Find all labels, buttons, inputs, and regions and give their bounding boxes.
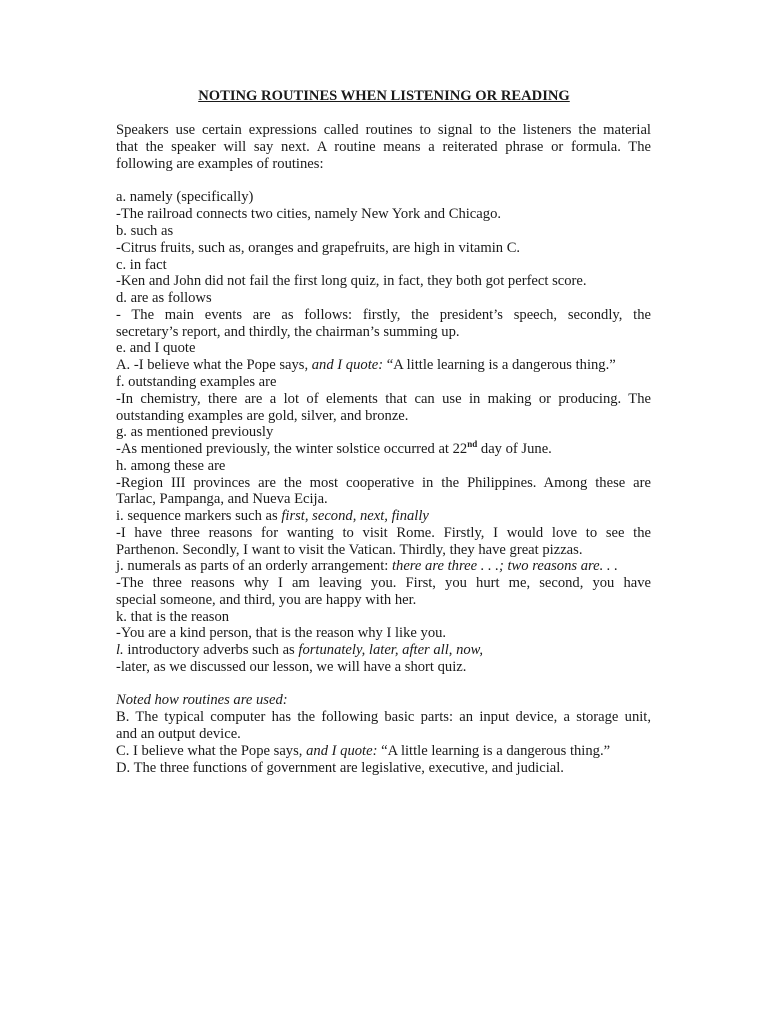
noted-b-line-2: and an output device. bbox=[116, 726, 241, 742]
item-k-heading: k. that is the reason bbox=[116, 609, 230, 625]
item-k-example: -You are a kind person, that is the reason why I like you. bbox=[116, 625, 447, 641]
item-i-heading-italic: first, second, next, finally bbox=[281, 508, 429, 524]
document-title: NOTING ROUTINES WHEN LISTENING OR READING bbox=[198, 88, 570, 104]
item-f-example-line-1: -In chemistry, there are a lot of elements that can use in making or producing. The bbox=[116, 391, 651, 407]
item-d-example-line-2: secretary’s report, and thirdly, the chairman’s summing up. bbox=[116, 324, 460, 340]
item-j-heading-text: j. numerals as parts of an orderly arrangement: bbox=[116, 558, 392, 574]
intro-line-2: that the speaker will say next. A routine means a reiterated phrase or formula. The bbox=[116, 139, 651, 155]
noted-c bbox=[116, 743, 651, 760]
item-i-example-line-2: Parthenon. Secondly, I want to visit the Vatican. Thirdly, they have great pizzas. bbox=[116, 542, 583, 558]
item-d-example-line-1: - The main events are as follows: firstly, the president’s speech, secondly, the bbox=[116, 307, 651, 323]
item-b-example: -Citrus fruits, such as, oranges and grapefruits, are high in vitamin C. bbox=[116, 240, 521, 256]
item-g-heading: g. as mentioned previously bbox=[116, 424, 274, 440]
noted-c-italic: and I quote: bbox=[306, 743, 378, 759]
noted-c-quote: “A little learning is a dangerous thing.” bbox=[377, 743, 611, 759]
item-e-example-text: A. -I believe what the Pope says, bbox=[116, 357, 312, 373]
item-a-example: -The railroad connects two cities, namely New York and Chicago. bbox=[116, 206, 502, 222]
item-h-heading: h. among these are bbox=[116, 458, 226, 474]
item-c-heading: c. in fact bbox=[116, 257, 167, 273]
noted-c-text: C. I believe what the Pope says, bbox=[116, 743, 307, 759]
intro-line-3: following are examples of routines: bbox=[116, 156, 324, 172]
item-g-example-superscript: nd bbox=[467, 439, 478, 450]
item-j-example-line-1: -The three reasons why I am leaving you. First, you hurt me, second, you have bbox=[116, 575, 651, 591]
item-h-example-line-1: -Region III provinces are the most cooperative in the Philippines. Among these are bbox=[116, 475, 651, 491]
item-h-example-line-2: Tarlac, Pampanga, and Nueva Ecija. bbox=[116, 491, 328, 507]
item-l-example: -later, as we discussed our lesson, we will have a short quiz. bbox=[116, 659, 467, 675]
item-g-example-text: -As mentioned previously, the winter solstice occurred at 22 bbox=[116, 441, 468, 457]
noted-heading: Noted how routines are used: bbox=[116, 692, 288, 708]
item-j-heading-italic: there are three . . .; two reasons are. . . bbox=[391, 558, 618, 574]
item-l-heading-letter: l. bbox=[116, 642, 124, 658]
item-a-heading: a. namely (specifically) bbox=[116, 189, 254, 205]
item-j-example-line-2: special someone, and third, you are happy with her. bbox=[116, 592, 417, 608]
item-i-example-line-1: -I have three reasons for wanting to visit Rome. Firstly, I would love to see the bbox=[116, 525, 651, 541]
item-f-heading: f. outstanding examples are bbox=[116, 374, 277, 390]
item-f-example-line-2: outstanding examples are gold, silver, and bronze. bbox=[116, 408, 409, 424]
item-l-heading-text: introductory adverbs such as bbox=[123, 642, 299, 658]
noted-b-line-1: B. The typical computer has the following basic parts: an input device, a storage unit, bbox=[116, 709, 651, 725]
item-g-example bbox=[116, 441, 651, 458]
intro-line-1: Speakers use certain expressions called routines to signal to the listeners the material bbox=[116, 122, 651, 138]
item-c-example: -Ken and John did not fail the first long quiz, in fact, they both got perfect score. bbox=[116, 273, 587, 289]
item-e-example bbox=[116, 357, 651, 374]
item-g-example-rest: day of June. bbox=[477, 441, 552, 457]
item-e-heading: e. and I quote bbox=[116, 340, 196, 356]
item-i-heading-text: i. sequence markers such as bbox=[116, 508, 282, 524]
noted-d: D. The three functions of government are legislative, executive, and judicial. bbox=[116, 760, 564, 776]
item-l-heading bbox=[116, 642, 651, 659]
item-d-heading: d. are as follows bbox=[116, 290, 212, 306]
item-e-example-italic: and I quote: bbox=[311, 357, 384, 373]
item-j-heading bbox=[116, 558, 651, 575]
item-i-heading bbox=[116, 508, 651, 525]
item-e-example-quote: “A little learning is a dangerous thing.” bbox=[383, 357, 616, 373]
item-b-heading: b. such as bbox=[116, 223, 174, 239]
item-l-heading-italic: fortunately, later, after all, now, bbox=[298, 642, 483, 658]
